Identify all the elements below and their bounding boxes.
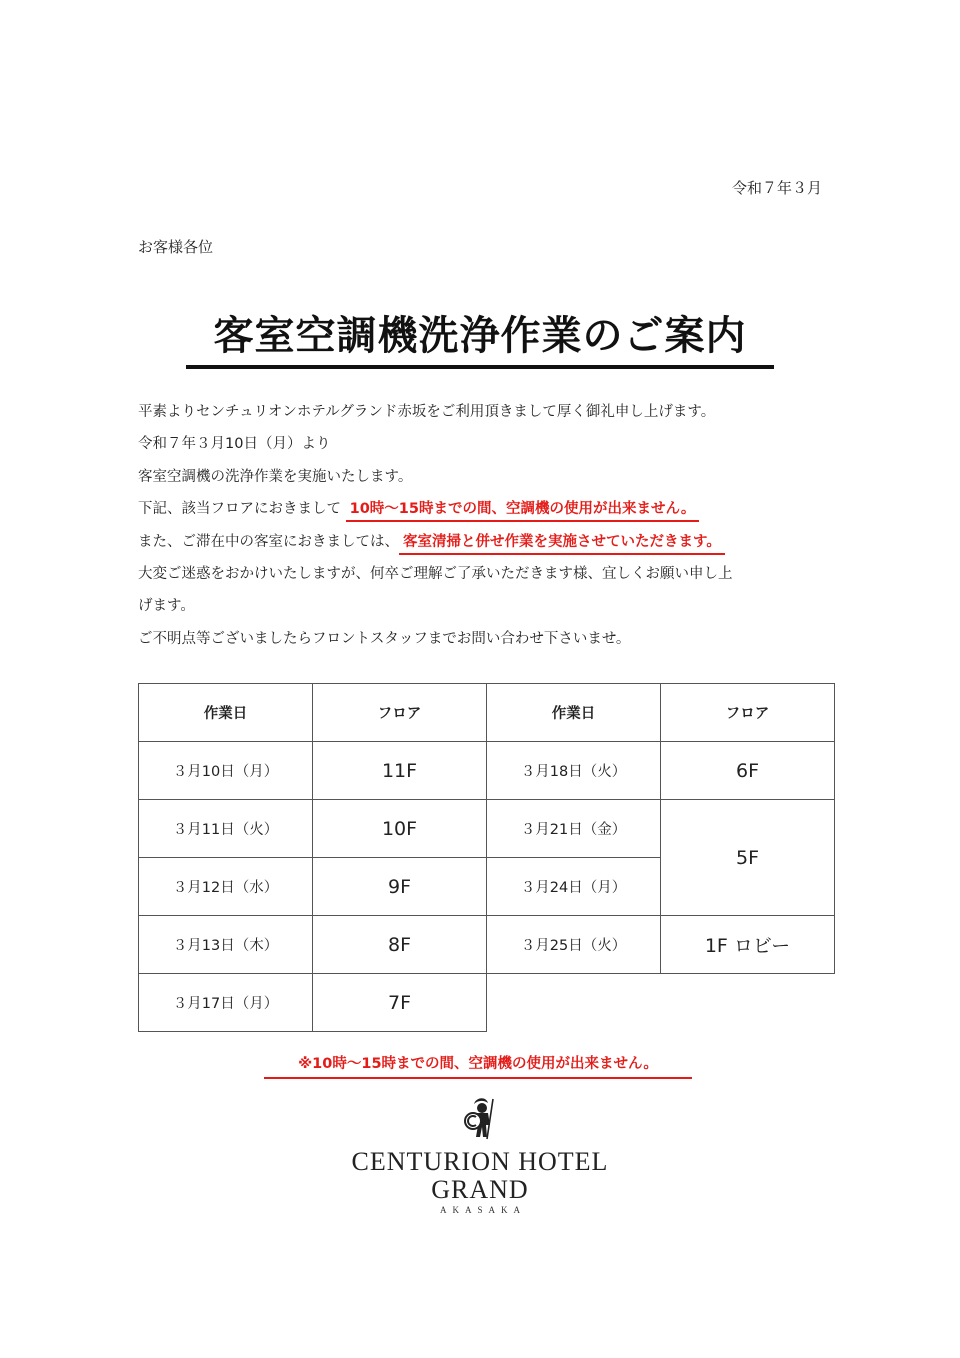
column-header: 作業日: [139, 684, 313, 742]
work-date-cell: ３月12日（水）: [139, 858, 313, 916]
work-date-cell: ３月25日（火）: [487, 916, 661, 974]
work-schedule-table: [138, 683, 835, 1032]
body-line: ご不明点等ございましたらフロントスタッフまでお問い合わせ下さいませ。: [138, 630, 631, 647]
column-header: フロア: [313, 684, 487, 742]
logo-wordmark-line3: AKASAKA: [439, 1205, 526, 1215]
body-line: 令和７年３月10日（月）より: [138, 436, 331, 453]
floor-cell: 1F ロビー: [661, 916, 835, 974]
work-date-cell: ３月24日（月）: [487, 858, 661, 916]
floor-cell-merged: 5F: [661, 800, 835, 916]
issue-date: 令和７年３月: [731, 179, 822, 197]
addressee: お客様各位: [138, 238, 214, 256]
floor-cell: 7F: [313, 974, 487, 1032]
body-line: 大変ご迷惑をおかけいたしますが、何卒ご理解ご了承いただきます様、宜しくお願い申し上: [138, 565, 733, 582]
highlighted-notice: 客室清掃と併せ作業を実施させていただきます。: [399, 534, 725, 555]
empty-cell: [487, 974, 661, 1032]
floor-cell: 8F: [313, 916, 487, 974]
notice-body: [138, 400, 838, 659]
body-line-text: また、ご滞在中の客室におきましては、: [138, 533, 399, 550]
body-line: 客室空調機の洗浄作業を実施いたします。: [138, 468, 413, 485]
table-header-row: [139, 684, 835, 742]
floor-cell: 10F: [313, 800, 487, 858]
footer-warning-note: ※10時～15時までの間、空調機の使用が出来ません。: [264, 1052, 692, 1079]
centurion-warrior-emblem-icon: [460, 1095, 500, 1141]
body-line-text: 下記、該当フロアにおきまして: [138, 501, 341, 518]
logo-wordmark-line2: GRAND: [431, 1175, 529, 1204]
work-date-cell: ３月17日（月）: [139, 974, 313, 1032]
empty-cell: [661, 974, 835, 1032]
column-header: 作業日: [487, 684, 661, 742]
body-line: [138, 497, 838, 529]
table-row: [139, 742, 835, 800]
body-line: [138, 530, 838, 562]
table-row: [139, 974, 835, 1032]
hotel-logo: [330, 1095, 630, 1215]
work-date-cell: ３月11日（火）: [139, 800, 313, 858]
work-date-cell: ３月21日（金）: [487, 800, 661, 858]
work-date-cell: ３月10日（月）: [139, 742, 313, 800]
title-underline: [186, 365, 774, 369]
notice-title: 客室空調機洗浄作業のご案内: [213, 313, 747, 359]
logo-wordmark-line1: CENTURION HOTEL: [351, 1147, 609, 1176]
body-line: げます。: [138, 598, 195, 615]
column-header: フロア: [661, 684, 835, 742]
floor-cell: 6F: [661, 742, 835, 800]
table-row: [139, 916, 835, 974]
body-line: 平素よりセンチュリオンホテルグランド赤坂をご利用頂きまして厚く御礼申し上げます。: [138, 404, 716, 420]
highlighted-warning: 10時～15時までの間、空調機の使用が出来ません。: [346, 501, 700, 522]
floor-cell: 9F: [313, 858, 487, 916]
work-date-cell: ３月18日（火）: [487, 742, 661, 800]
table-row: [139, 800, 835, 858]
floor-cell: 11F: [313, 742, 487, 800]
work-date-cell: ３月13日（木）: [139, 916, 313, 974]
